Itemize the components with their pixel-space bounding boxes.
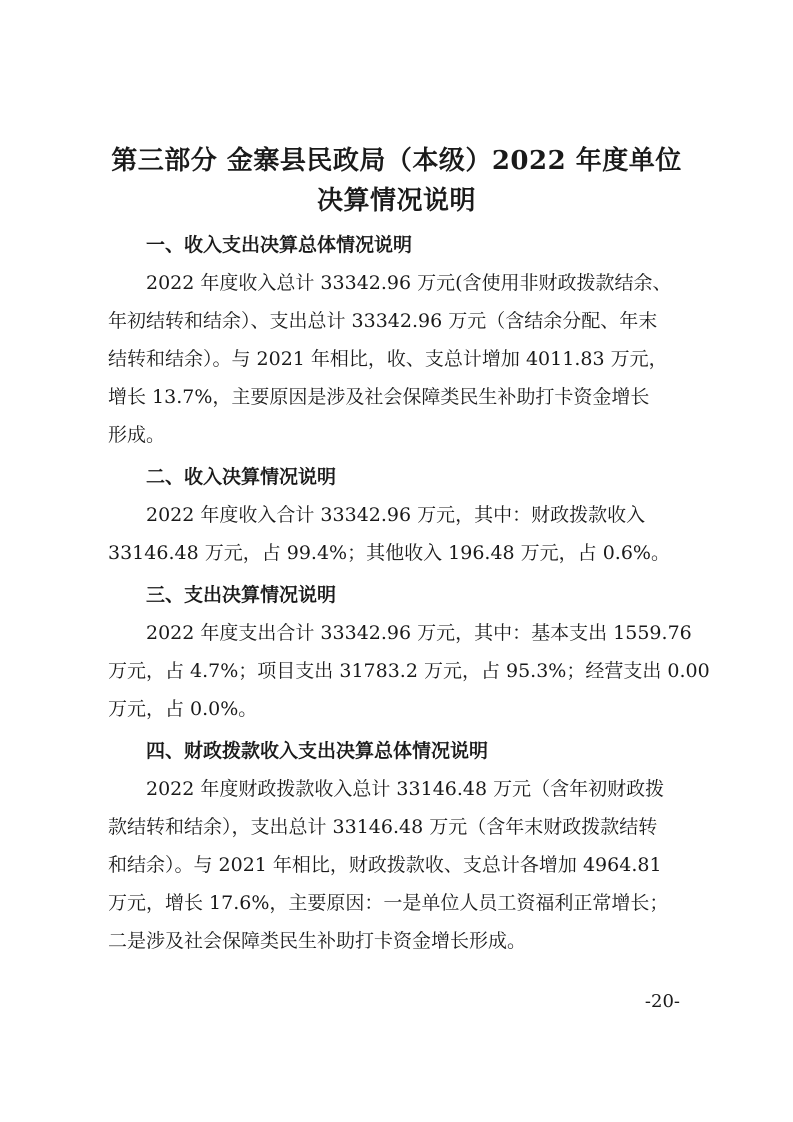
section-paragraph xyxy=(108,264,692,454)
paragraph-line: 万元，增长 17.6%，主要原因：一是单位人员工资福利正常增长； xyxy=(108,892,669,914)
page-number: -20- xyxy=(644,991,680,1012)
paragraph-line: 形成。 xyxy=(108,424,166,446)
document-body xyxy=(108,226,710,964)
paragraph-line: 万元，占 0.0%。 xyxy=(108,698,258,720)
section-heading: 一、收入支出决算总体情况说明 xyxy=(146,234,413,256)
section-paragraph xyxy=(108,614,710,728)
section-paragraph xyxy=(108,496,692,572)
section-fiscal-appropriation xyxy=(108,732,692,960)
section-expenditure xyxy=(108,576,710,728)
section-heading: 二、收入决算情况说明 xyxy=(146,466,337,488)
paragraph-line: 2022 年度支出合计 33342.96 万元，其中：基本支出 1559.76 xyxy=(146,622,692,644)
paragraph-line: 二是涉及社会保障类民生补助打卡资金增长形成。 xyxy=(108,930,527,952)
paragraph-line: 2022 年度收入合计 33342.96 万元，其中：财政拨款收入 xyxy=(146,504,646,526)
paragraph-line: 结转和结余）。与 2021 年相比，收、支总计增加 4011.83 万元， xyxy=(108,348,668,370)
page-title-line-1: 第三部分 金寨县民政局（本级）2022 年度单位 xyxy=(111,146,682,176)
paragraph-line: 万元，占 4.7%；项目支出 31783.2 万元，占 95.3%；经营支出 0.00 xyxy=(108,660,710,682)
section-heading: 四、财政拨款收入支出决算总体情况说明 xyxy=(146,740,489,762)
paragraph-line: 2022 年度收入总计 33342.96 万元(含使用非财政拨款结余、 xyxy=(146,272,672,294)
paragraph-line: 2022 年度财政拨款收入总计 33146.48 万元（含年初财政拨 xyxy=(146,778,665,800)
paragraph-line: 33146.48 万元，占 99.4%；其他收入 196.48 万元，占 0.6%。 xyxy=(108,542,670,564)
section-paragraph xyxy=(108,770,692,960)
paragraph-line: 和结余）。与 2021 年相比，财政拨款收、支总计各增加 4964.81 xyxy=(108,854,662,876)
paragraph-line: 增长 13.7%，主要原因是涉及社会保障类民生补助打卡资金增长 xyxy=(108,386,650,408)
section-income-expenditure-overview xyxy=(108,226,692,454)
paragraph-line: 年初结转和结余）、支出总计 33342.96 万元（含结余分配、年末 xyxy=(108,310,658,332)
section-income xyxy=(108,458,692,572)
page-title-line-2: 决算情况说明 xyxy=(316,186,476,216)
section-heading: 三、支出决算情况说明 xyxy=(146,584,337,606)
paragraph-line: 款结转和结余），支出总计 33146.48 万元（含年末财政拨款结转 xyxy=(108,816,658,838)
